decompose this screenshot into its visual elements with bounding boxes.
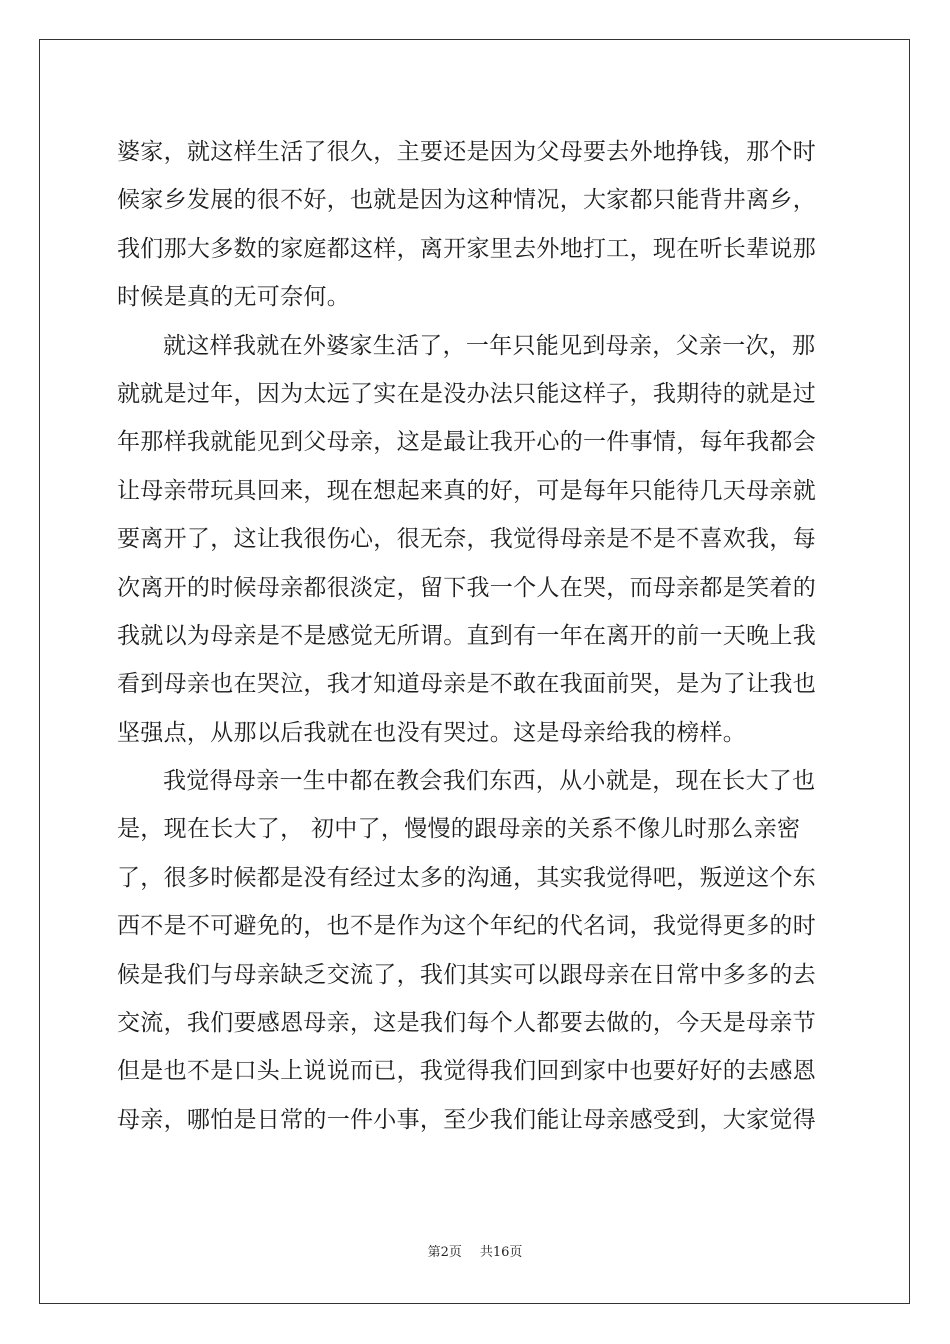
document-body [117,128,833,1144]
text-line: 就这样我就在外婆家生活了，一年只能见到母亲，父亲一次，那 [163,332,816,359]
text-line: 婆家，就这样生活了很久，主要还是因为父母要去外地挣钱，那个时 [117,139,816,165]
page-total: 共16页 [479,1245,523,1260]
text-line: 候是我们与母亲缺乏交流了，我们其实可以跟母亲在日常中多多的去 [117,961,816,988]
text-line: 但是也不是口头上说说而已，我觉得我们回到家中也要好好的去感恩 [117,1058,816,1085]
text-line: 让母亲带玩具回来，现在想起来真的好，可是每年只能待几天母亲就 [117,477,816,504]
text-line: 是，现在长大了， 初中了，慢慢的跟母亲的关系不像儿时那么亲密 [117,816,801,843]
text-line: 坚强点，从那以后我就在也没有哭过。这是母亲给我的榜样。 [117,719,747,746]
text-line: 了，很多时候都是没有经过太多的沟通，其实我觉得吧，叛逆这个东 [117,864,816,891]
text-line: 我就以为母亲是不是感觉无所谓。直到有一年在离开的前一天晚上我 [117,622,816,649]
text-line: 看到母亲也在哭泣，我才知道母亲是不敢在我面前哭，是为了让我也 [117,671,816,698]
text-line: 交流，我们要感恩母亲，这是我们每个人都要去做的，今天是母亲节 [117,1010,816,1037]
text-line: 母亲，哪怕是日常的一件小事，至少我们能让母亲感受到，大家觉得 [117,1106,816,1133]
page-footer [0,1244,950,1262]
text-line: 我觉得母亲一生中都在教会我们东西，从小就是，现在长大了也 [163,768,816,795]
text-line: 要离开了，这让我很伤心，很无奈，我觉得母亲是不是不喜欢我，每 [117,526,816,553]
text-line: 年那样我就能见到父母亲，这是最让我开心的一件事情，每年我都会 [117,429,816,456]
text-line: 就就是过年，因为太远了实在是没办法只能这样子，我期待的就是过 [117,380,816,407]
text-line: 我们那大多数的家庭都这样，离开家里去外地打工，现在听长辈说那 [117,235,816,262]
text-line: 候家乡发展的很不好，也就是因为这种情况，大家都只能背井离乡， [117,187,816,214]
page-number: 第2页 [427,1245,462,1260]
text-line: 次离开的时候母亲都很淡定，留下我一个人在哭，而母亲都是笑着的 [117,574,816,601]
text-line: 西不是不可避免的，也不是作为这个年纪的代名词，我觉得更多的时 [117,913,816,940]
text-line: 时候是真的无可奈何。 [117,284,350,311]
